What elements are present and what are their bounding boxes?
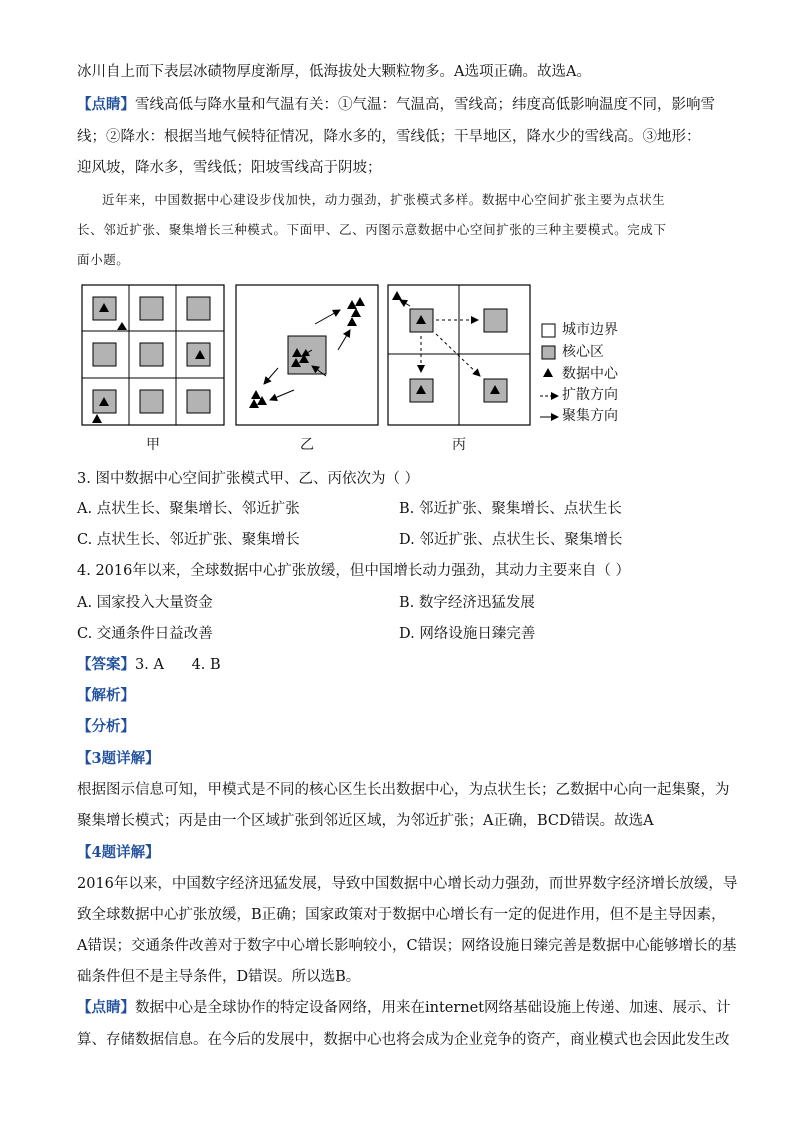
q3-detail-tag: 【3题详解】 <box>77 750 160 767</box>
figure-svg <box>80 284 640 429</box>
note-line-3: 迎风坡，降水多，雪线低；阳坡雪线高于阴坡； <box>77 160 382 176</box>
q3-option-d: D. 邻近扩张、点状生长、聚集增长 <box>399 532 623 548</box>
q4-option-c: C. 交通条件日益改善 <box>77 626 213 642</box>
note2-line-1 <box>77 998 731 1018</box>
q3-stem: 3. 图中数据中心空间扩张模式甲、乙、丙依次为（ ） <box>77 471 420 487</box>
q3-option-a: A. 点状生长、聚集增长、邻近扩张 <box>77 501 300 517</box>
legend-core-area: 核心区 <box>562 344 604 360</box>
q3-detail-line-2: 聚集增长模式；丙是由一个区域扩张到邻近区域，为邻近扩张；A正确，BCD错误。故选A <box>77 813 654 829</box>
analysis-tag: 【解析】 <box>77 687 135 704</box>
q4-detail-line-2: 致全球数据中心扩张放缓，B正确；国家政策对于数据中心增长有一定的促进作用，但不是主导因素， <box>77 907 726 923</box>
q4-option-d: D. 网络设施日臻完善 <box>399 626 536 642</box>
caption-bing: 丙 <box>452 437 466 453</box>
answer-tag: 【答案】 <box>77 656 135 673</box>
paragraph-continuation: 冰川自上而下表层冰碛物厚度渐厚，低海拔处大颗粒物多。A选项正确。故选A。 <box>77 64 591 80</box>
note2-tag: 【点睛】 <box>77 999 135 1016</box>
caption-jia: 甲 <box>146 437 160 453</box>
answer-text: 3. A 4. B <box>135 657 221 673</box>
q3-detail-line-1: 根据图示信息可知，甲模式是不同的核心区生长出数据中心，为点状生长；乙数据中心向一起集聚，为 <box>77 782 730 798</box>
intro-line-2: 长、邻近扩张、聚集增长三种模式。下面甲、乙、丙图示意数据中心空间扩张的三种主要模式。完成下 <box>77 222 667 237</box>
q4-option-b: B. 数字经济迅猛发展 <box>399 595 535 611</box>
q3-option-c: C. 点状生长、邻近扩张、聚集增长 <box>77 532 300 548</box>
q4-detail-tag: 【4题详解】 <box>77 844 160 861</box>
q3-option-b: B. 邻近扩张、聚集增长、点状生长 <box>399 501 622 517</box>
q4-stem: 4. 2016年以来，全球数据中心扩张放缓，但中国增长动力强劲，其动力主要来自（ ） <box>77 563 630 579</box>
legend-data-center: 数据中心 <box>562 366 618 382</box>
panel-yi <box>236 285 378 425</box>
q4-option-a: A. 国家投入大量资金 <box>77 595 213 611</box>
legend-city-boundary: 城市边界 <box>562 322 618 338</box>
legend-aggregation-direction: 聚集方向 <box>562 408 618 424</box>
q4-detail-line-1: 2016年以来，中国数字经济迅猛发展，导致中国数据中心增长动力强劲，而世界数字经济增长放缓，导 <box>77 876 738 892</box>
note-line-2: 线；②降水：根据当地气候特征情况，降水多的，雪线低；干旱地区，降水少的雪线高。③地形： <box>77 129 701 145</box>
note-tag: 【点睛】 <box>77 96 135 113</box>
panel-bing <box>388 285 530 425</box>
intro-line-1: 近年来，中国数据中心建设步伐加快，动力强劲，扩张模式多样。数据中心空间扩张主要为点状生 <box>102 192 666 207</box>
note2-line-2: 算、存储数据信息。在今后的发展中，数据中心也将会成为企业竞争的资产，商业模式也会因此发生改 <box>77 1032 730 1048</box>
answer-line <box>77 655 221 675</box>
legend-diffusion-direction: 扩散方向 <box>562 387 618 403</box>
note2-text: 数据中心是全球协作的特定设备网络，用来在internet网络基础设施上传递、加速、展示、计 <box>135 1000 731 1016</box>
fenxi-tag: 【分析】 <box>77 718 135 735</box>
note-text: 雪线高低与降水量和气温有关：①气温：气温高，雪线高；纬度高低影响温度不同，影响雪 <box>135 97 715 113</box>
legend-symbols <box>540 324 558 417</box>
q4-detail-line-3: A错误；交通条件改善对于数字中心增长影响较小，C错误；网络设施日臻完善是数据中心能够增长的基 <box>77 938 737 954</box>
caption-yi: 乙 <box>300 437 314 453</box>
intro-line-3: 面小题。 <box>77 252 130 267</box>
expansion-mode-figure <box>80 284 640 454</box>
q4-detail-line-4: 础条件但不是主导条件，D错误。所以选B。 <box>77 969 361 985</box>
note-line-1 <box>77 95 715 115</box>
panel-jia <box>82 285 224 425</box>
